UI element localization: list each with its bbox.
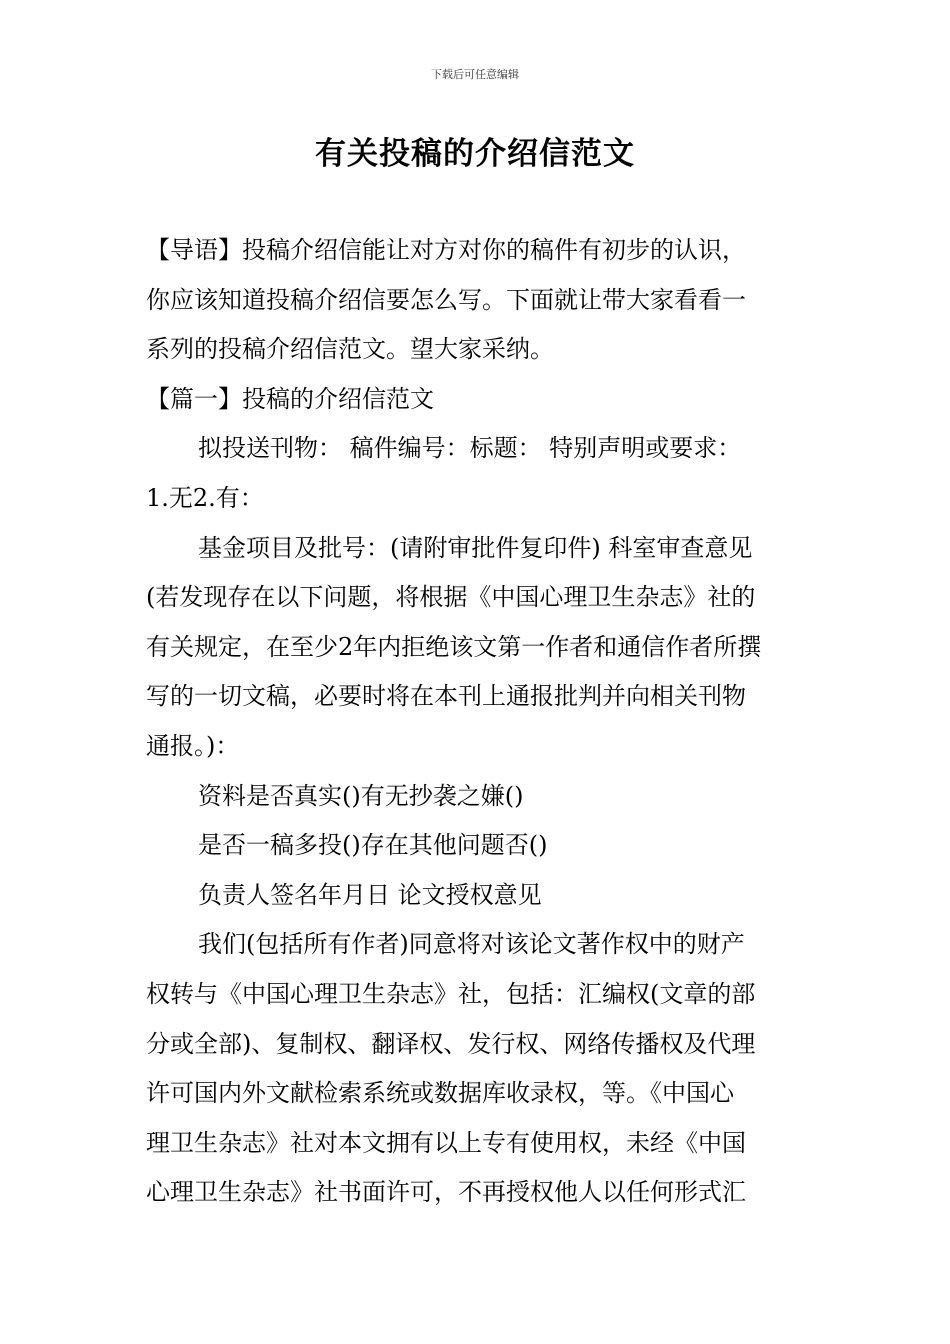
text-line: 你应该知道投稿介绍信要怎么写。下面就让带大家看看一 bbox=[146, 285, 746, 314]
text-line: 负责人签名年月日 论文授权意见 bbox=[198, 880, 542, 909]
text-line: 我们(包括所有作者)同意将对该论文著作权中的财产 bbox=[198, 930, 745, 959]
text-line: 【导语】投稿介绍信能让对方对你的稿件有初步的认识， bbox=[146, 236, 746, 264]
document-title: 有关投稿的介绍信范文 bbox=[315, 136, 635, 172]
text-line: 许可国内外文献检索系统或数据库收录权，等。《中国心 bbox=[146, 1079, 734, 1108]
text-line: 分或全部)、复制权、翻译权、发行权、网络传播权及代理 bbox=[146, 1029, 756, 1058]
text-line: 写的一切文稿，必要时将在本刊上通报批判并向相关刊物 bbox=[146, 682, 746, 711]
text-line: (若发现存在以下问题，将根据《中国心理卫生杂志》社的 bbox=[146, 583, 756, 612]
text-line: 资料是否真实()有无抄袭之嫌() bbox=[198, 781, 524, 810]
text-line: 系列的投稿介绍信范文。望大家采纳。 bbox=[146, 335, 554, 364]
text-line: 有关规定，在至少2年内拒绝该文第一作者和通信作者所撰 bbox=[146, 632, 762, 661]
document-body bbox=[146, 226, 808, 1218]
text-line: 理卫生杂志》社对本文拥有以上专有使用权，未经《中国 bbox=[146, 1128, 746, 1157]
text-line: 基金项目及批号：(请附审批件复印件) 科室审查意见 bbox=[198, 533, 753, 562]
text-line: 是否一稿多投()存在其他问题否() bbox=[198, 831, 548, 860]
text-line: 权转与《中国心理卫生杂志》社，包括：汇编权(文章的部 bbox=[146, 979, 756, 1008]
text-line: 1.无2.有： bbox=[146, 483, 264, 512]
text-line: 心理卫生杂志》社书面许可，不再授权他人以任何形式汇 bbox=[146, 1178, 746, 1207]
section-heading: 【篇一】投稿的介绍信范文 bbox=[146, 384, 434, 413]
header-note: 下载后可任意编辑 bbox=[431, 68, 519, 81]
text-line: 通报。)： bbox=[146, 731, 240, 760]
text-line: 拟投送刊物： 稿件编号：标题： 特别声明或要求： bbox=[198, 434, 742, 463]
